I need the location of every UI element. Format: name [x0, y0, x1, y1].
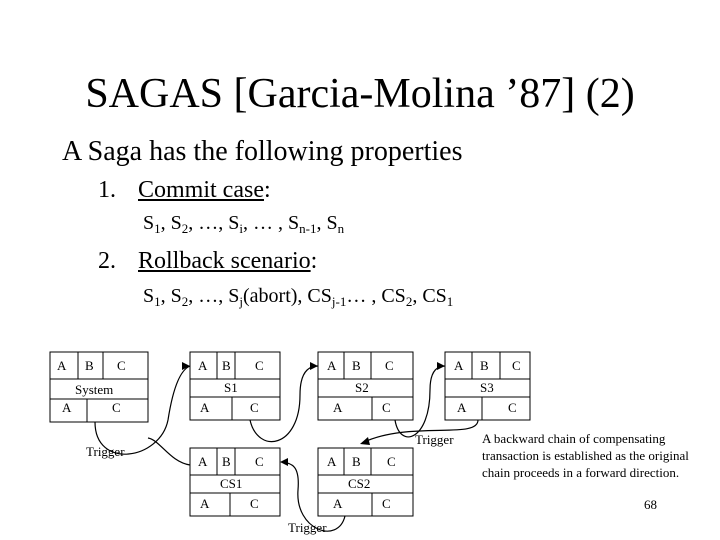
rollback-scenario-label: Rollback scenario [138, 248, 311, 274]
seq-term-sep: , [316, 212, 327, 234]
cs1-name: CS1 [220, 476, 243, 491]
cs1-port-b: B [222, 454, 231, 469]
s1-port-a: A [198, 358, 208, 373]
intro-text: A Saga has the following properties [62, 136, 463, 167]
seq-term-base: S [326, 212, 338, 234]
seq-term-sub: i [239, 221, 243, 236]
s1-port-a-bottom: A [200, 400, 210, 415]
system-port-b: B [85, 358, 94, 373]
cs2-port-c: C [387, 454, 396, 469]
system-port-c: C [117, 358, 126, 373]
seq-term-sub: j-1 [331, 294, 347, 309]
seq-term-sep: , …, [188, 285, 229, 307]
s1-name: S1 [224, 380, 238, 395]
trigger-label: Trigger [288, 520, 327, 535]
s1-port-c-bottom: C [250, 400, 259, 415]
s2-port-c-bottom: C [382, 400, 391, 415]
s2-port-a: A [327, 358, 337, 373]
arrowhead [437, 362, 445, 370]
s3-port-b: B [480, 358, 489, 373]
seq-term-sub: 2 [405, 294, 413, 309]
s3-port-a: A [454, 358, 464, 373]
list-number: 2. [98, 248, 116, 274]
seq-term-base: CS [381, 285, 406, 307]
seq-term-base: S [170, 285, 182, 307]
s3-port-c-bottom: C [508, 400, 517, 415]
seq-term-sep: , [160, 285, 171, 307]
seq-term-sub: 1 [446, 294, 454, 309]
cs1-port-c: C [255, 454, 264, 469]
s2-port-c: C [385, 358, 394, 373]
cs2-port-b: B [352, 454, 361, 469]
seq-term-sub: n [337, 221, 345, 236]
seq-term-sub: 1 [154, 294, 161, 309]
seq-term-base: S [170, 212, 182, 234]
arrowhead [280, 458, 288, 466]
s3-port-a-bottom: A [457, 400, 467, 415]
seq-term-sub: 1 [154, 221, 161, 236]
seq-term-base: CS [307, 285, 332, 307]
cs1-port-a: A [198, 454, 208, 469]
s1-port-c: C [255, 358, 264, 373]
arrow-s1-to-s2 [250, 366, 318, 442]
cs2-port-c-bottom: C [382, 496, 391, 511]
s1-port-b: B [222, 358, 231, 373]
seq-term-base: S [143, 212, 155, 234]
seq-term-sub: 2 [181, 221, 189, 236]
commit-case-label: Commit case [138, 177, 264, 203]
s3-port-c: C [512, 358, 521, 373]
note-text: A backward chain of compensating transaction is established as the original chain proceeds in a forward direction. [482, 431, 689, 480]
trigger-label: Trigger [86, 444, 125, 459]
cs2-port-a: A [327, 454, 337, 469]
slide-title: SAGAS [Garcia-Molina ’87] (2) [85, 71, 635, 117]
page-number: 68 [644, 497, 657, 512]
seq-term-sep: … , [346, 285, 382, 307]
s2-name: S2 [355, 380, 369, 395]
colon: : [263, 177, 271, 203]
s2-port-b: B [352, 358, 361, 373]
colon: : [310, 248, 318, 274]
system-name: System [75, 382, 114, 397]
trigger-label: Trigger [415, 432, 454, 447]
s2-port-a-bottom: A [333, 400, 343, 415]
seq-term-sub: 2 [181, 294, 189, 309]
seq-term-sep: , …, [188, 212, 229, 234]
cs2-name: CS2 [348, 476, 371, 491]
seq-term-sep: (abort), [243, 285, 308, 307]
seq-term-sub: n-1 [299, 221, 317, 236]
arrowhead [310, 362, 318, 370]
system-port-a: A [57, 358, 67, 373]
seq-term-base: S [228, 285, 240, 307]
seq-term-base: S [143, 285, 155, 307]
seq-term-base: S [228, 212, 240, 234]
seq-term-base: CS [422, 285, 447, 307]
s3-name: S3 [480, 380, 494, 395]
seq-term-sep: , … , [243, 212, 288, 234]
cs1-port-c-bottom: C [250, 496, 259, 511]
cs1-port-a-bottom: A [200, 496, 210, 511]
system-port-a-bottom: A [62, 400, 72, 415]
seq-term-sep: , [160, 212, 171, 234]
list-number: 1. [98, 177, 116, 203]
seq-term-sub: j [239, 294, 243, 309]
system-port-c-bottom: C [112, 400, 121, 415]
seq-term-sep: , [412, 285, 423, 307]
seq-term-base: S [288, 212, 300, 234]
arrow-s2-to-s3 [395, 366, 445, 437]
arrowhead [360, 437, 370, 445]
cs2-port-a-bottom: A [333, 496, 343, 511]
arrow-cs1-back [148, 438, 190, 465]
